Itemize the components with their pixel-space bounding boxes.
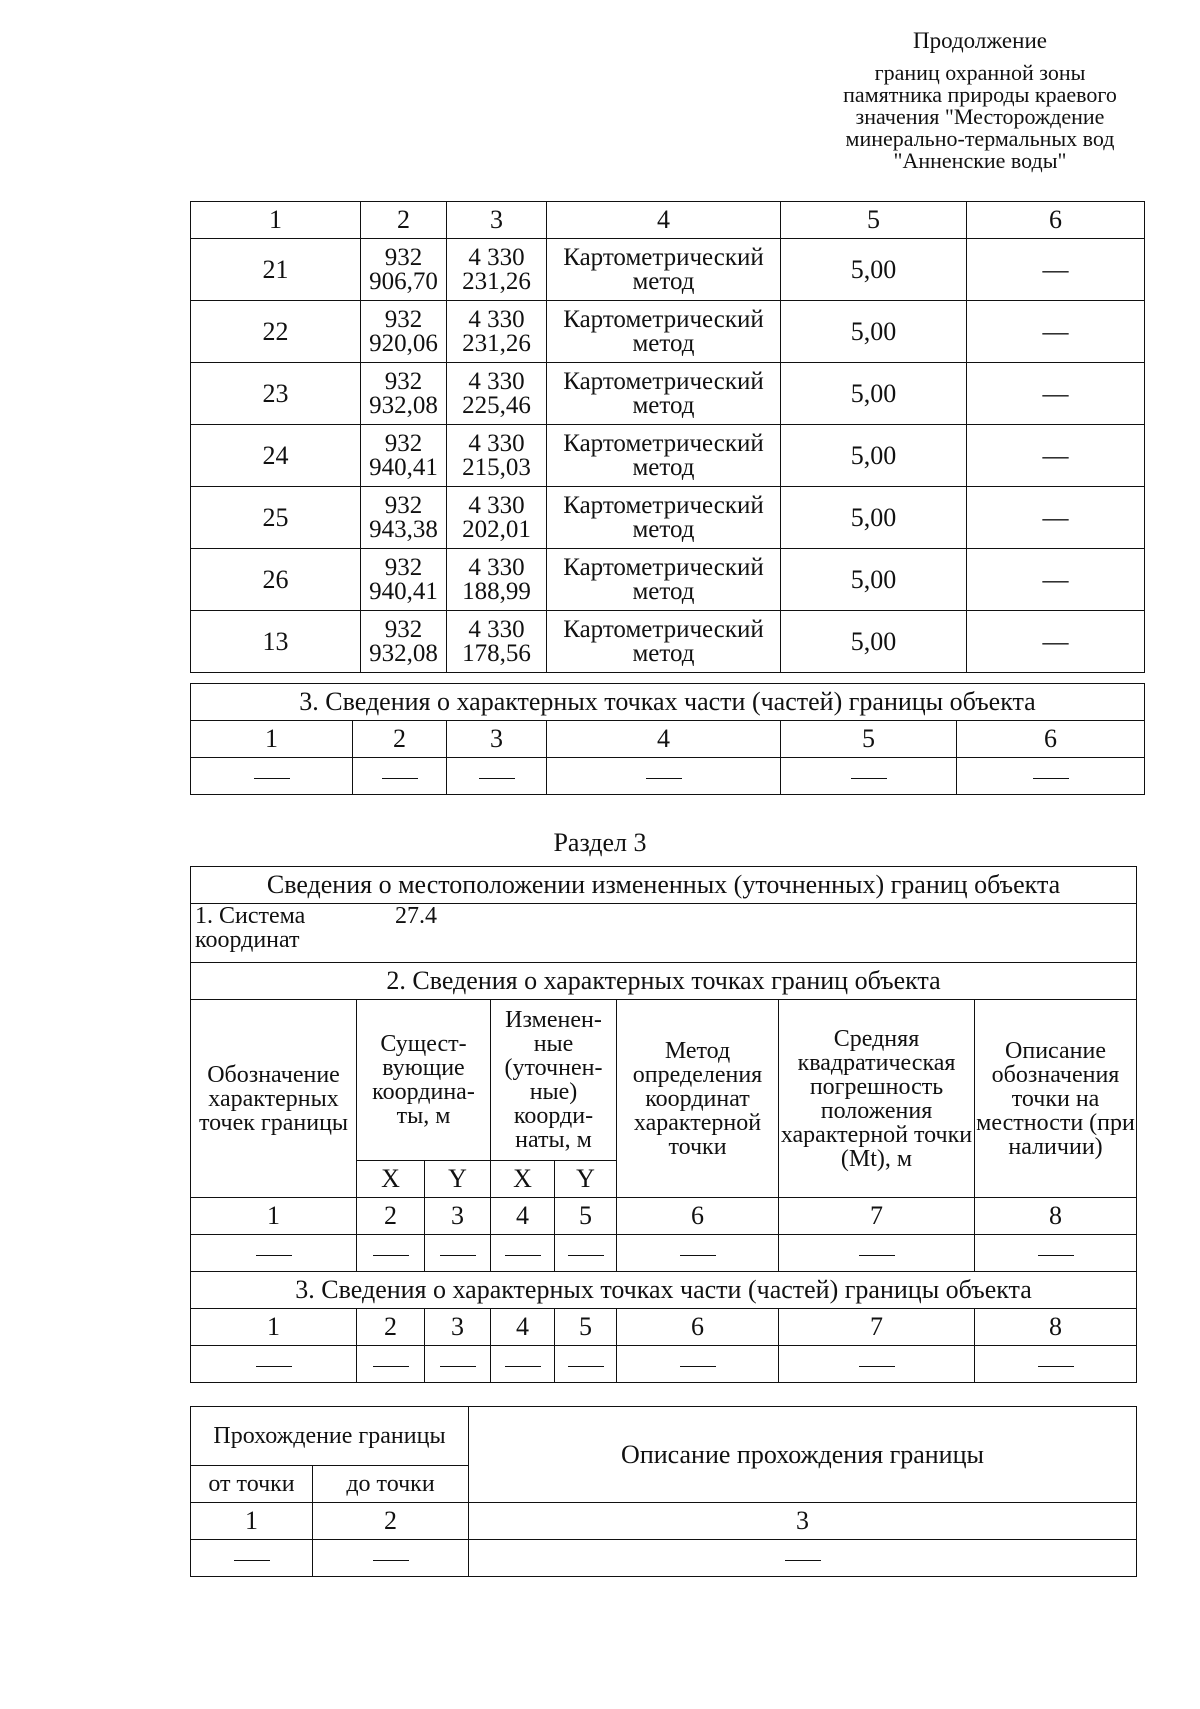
x-coordinate-part: 943,38: [369, 515, 438, 543]
y-coordinate: [447, 301, 547, 363]
empty-dash: [851, 778, 887, 779]
column-number: 5: [781, 202, 967, 239]
x-coordinate-part: 940,41: [369, 453, 438, 481]
header-line: "Анненские воды": [893, 148, 1067, 173]
empty-dash: [568, 1255, 604, 1256]
y-coordinate: [447, 487, 547, 549]
boundary-points-table: [190, 201, 1145, 673]
y-coordinate: [447, 611, 547, 673]
empty-dash: [1038, 1255, 1074, 1256]
y-coordinate-part: 231,26: [462, 267, 531, 295]
table-title: 2. Сведения о характерных точках границ объекта: [191, 963, 1137, 1000]
column-number: 1: [191, 1309, 357, 1346]
header-line: памятника природы краевого: [843, 82, 1117, 107]
point-description: —: [967, 549, 1145, 611]
table-row: [191, 239, 1145, 301]
point-description: —: [967, 611, 1145, 673]
mean-square-error: 5,00: [781, 425, 967, 487]
x-coordinate: [361, 611, 447, 673]
table-row: [191, 425, 1145, 487]
point-number: 13: [191, 611, 361, 673]
empty-dash: [440, 1255, 476, 1256]
empty-dash: [382, 778, 418, 779]
column-number: 3: [447, 721, 547, 758]
y-coordinate: [447, 425, 547, 487]
point-number: 26: [191, 549, 361, 611]
column-number: 5: [555, 1309, 617, 1346]
empty-dash: [505, 1255, 541, 1256]
column-number: 4: [491, 1198, 555, 1235]
point-number: 25: [191, 487, 361, 549]
x-coordinate-part: 940,41: [369, 577, 438, 605]
coord-system-label: 1. Система координат: [195, 903, 306, 953]
y-coordinate-part: 225,46: [462, 391, 531, 419]
x-coordinate: [361, 363, 447, 425]
column-number: 4: [491, 1309, 555, 1346]
method-part: метод: [632, 329, 695, 357]
header-changed: Изменен-ные (уточнен-ные) коорди-наты, м: [491, 1000, 617, 1161]
coord-system-value: 27.4: [395, 903, 437, 929]
method-part: метод: [632, 639, 695, 667]
column-number: 1: [191, 1198, 357, 1235]
y-coordinate-part: 188,99: [462, 577, 531, 605]
column-number: 8: [975, 1198, 1137, 1235]
method: [547, 239, 781, 301]
empty-dash: [479, 778, 515, 779]
point-number: 21: [191, 239, 361, 301]
header-method: Метод определения координат характерной точки: [617, 1000, 779, 1198]
passage-header: Прохождение границы: [191, 1407, 469, 1466]
y-coordinate-part: 4 330: [468, 615, 525, 643]
table-row: [191, 1346, 1137, 1383]
x-coordinate: [361, 425, 447, 487]
method-part: метод: [632, 515, 695, 543]
table-row: [191, 487, 1145, 549]
column-number: 7: [779, 1309, 975, 1346]
x-coordinate: [361, 301, 447, 363]
column-number: 2: [361, 202, 447, 239]
method-part: Картометрический: [563, 367, 764, 395]
x-coordinate-part: 932: [384, 243, 423, 271]
to-point-header: до точки: [313, 1466, 469, 1503]
point-description: —: [967, 301, 1145, 363]
mean-square-error: 5,00: [781, 487, 967, 549]
y-coordinate-part: 4 330: [468, 553, 525, 581]
method: [547, 425, 781, 487]
y-coordinate-part: 178,56: [462, 639, 531, 667]
y-coordinate-part: 4 330: [468, 243, 525, 271]
x-coordinate-part: 932: [384, 305, 423, 333]
column-number: 5: [555, 1198, 617, 1235]
column-number: 6: [617, 1309, 779, 1346]
from-point-header: от точки: [191, 1466, 313, 1503]
empty-dash: [505, 1366, 541, 1367]
column-number: 8: [975, 1309, 1137, 1346]
table-row: [191, 301, 1145, 363]
column-number: 6: [617, 1198, 779, 1235]
y-coordinate-part: 231,26: [462, 329, 531, 357]
method-part: Картометрический: [563, 491, 764, 519]
empty-dash: [680, 1255, 716, 1256]
empty-dash: [646, 778, 682, 779]
method-part: Картометрический: [563, 243, 764, 271]
table-header-row: [191, 1198, 1137, 1235]
point-number: 24: [191, 425, 361, 487]
table-row: [191, 611, 1145, 673]
table-row: [191, 1540, 1137, 1577]
table-row: [191, 1235, 1137, 1272]
empty-dash: [440, 1366, 476, 1367]
column-number: 3: [425, 1309, 491, 1346]
column-number: 4: [547, 721, 781, 758]
column-number: 3: [425, 1198, 491, 1235]
y-coordinate: [447, 239, 547, 301]
coordinate-system: [191, 904, 1137, 963]
x-coordinate-part: 932: [384, 615, 423, 643]
empty-dash: [254, 778, 290, 779]
mean-square-error: 5,00: [781, 301, 967, 363]
method-part: Картометрический: [563, 615, 764, 643]
y-coordinate-part: 4 330: [468, 367, 525, 395]
header-x: X: [357, 1161, 425, 1198]
empty-dash: [1033, 778, 1069, 779]
column-number: 2: [357, 1309, 425, 1346]
table-header-row: [191, 1309, 1137, 1346]
y-coordinate-part: 215,03: [462, 453, 531, 481]
table-row: [191, 758, 1145, 795]
mean-square-error: 5,00: [781, 239, 967, 301]
y-coordinate: [447, 363, 547, 425]
x-coordinate-part: 932: [384, 367, 423, 395]
method: [547, 301, 781, 363]
x-coordinate-part: 932,08: [369, 391, 438, 419]
mean-square-error: 5,00: [781, 549, 967, 611]
x-coordinate-part: 932: [384, 429, 423, 457]
method-part: Картометрический: [563, 553, 764, 581]
header-line: значения "Месторождение: [855, 104, 1105, 129]
mean-square-error: 5,00: [781, 363, 967, 425]
header-x: X: [491, 1161, 555, 1198]
header-line: минерально-термальных вод: [845, 126, 1115, 151]
empty-dash: [859, 1366, 895, 1367]
table-title: Сведения о местоположении измененных (уточненных) границ объекта: [191, 867, 1137, 904]
table-header-row: [191, 202, 1145, 239]
column-number: 1: [191, 1503, 313, 1540]
column-number: 2: [357, 1198, 425, 1235]
header-line: границ охранной зоны: [874, 60, 1086, 85]
table-header-row: [191, 721, 1145, 758]
column-number: 2: [313, 1503, 469, 1540]
x-coordinate-part: 932,08: [369, 639, 438, 667]
empty-dash: [785, 1560, 821, 1561]
x-coordinate-part: 932: [384, 491, 423, 519]
method-part: Картометрический: [563, 429, 764, 457]
x-coordinate-part: 920,06: [369, 329, 438, 357]
y-coordinate-part: 4 330: [468, 429, 525, 457]
column-number: 4: [547, 202, 781, 239]
column-number: 3: [447, 202, 547, 239]
header-designation: Обозначение характерных точек границы: [191, 1000, 357, 1198]
empty-dash: [373, 1255, 409, 1256]
method: [547, 549, 781, 611]
point-number: 22: [191, 301, 361, 363]
table-row: [191, 549, 1145, 611]
method: [547, 611, 781, 673]
empty-dash: [859, 1255, 895, 1256]
method: [547, 363, 781, 425]
header-description: Описание обозначения точки на местности (при наличии): [975, 1000, 1137, 1198]
y-coordinate-part: 4 330: [468, 491, 525, 519]
y-coordinate-part: 202,01: [462, 515, 531, 543]
changed-boundaries-table: [190, 866, 1137, 1383]
column-number: 2: [353, 721, 447, 758]
document-header: [800, 30, 1160, 172]
empty-dash: [373, 1560, 409, 1561]
point-description: —: [967, 239, 1145, 301]
empty-dash: [256, 1255, 292, 1256]
x-coordinate: [361, 487, 447, 549]
empty-dash: [680, 1366, 716, 1367]
continuation-label: Продолжение: [913, 28, 1047, 53]
point-description: —: [967, 425, 1145, 487]
x-coordinate: [361, 239, 447, 301]
y-coordinate-part: 4 330: [468, 305, 525, 333]
boundary-passage-table: [190, 1406, 1137, 1577]
empty-dash: [234, 1560, 270, 1561]
empty-dash: [1038, 1366, 1074, 1367]
header-y: Y: [555, 1161, 617, 1198]
y-coordinate: [447, 549, 547, 611]
method-part: метод: [632, 267, 695, 295]
table-title: 3. Сведения о характерных точках части (частей) границы объекта: [191, 684, 1145, 721]
column-number: 7: [779, 1198, 975, 1235]
method-part: метод: [632, 453, 695, 481]
method-part: метод: [632, 577, 695, 605]
mean-square-error: 5,00: [781, 611, 967, 673]
column-number: 6: [957, 721, 1145, 758]
empty-dash: [373, 1366, 409, 1367]
column-number: 6: [967, 202, 1145, 239]
point-number: 23: [191, 363, 361, 425]
point-description: —: [967, 363, 1145, 425]
column-number: 1: [191, 721, 353, 758]
table-title: 3. Сведения о характерных точках части (частей) границы объекта: [191, 1272, 1137, 1309]
point-description: —: [967, 487, 1145, 549]
header-existing: Сущест-вующие координа-ты, м: [357, 1000, 491, 1161]
table-row: [191, 363, 1145, 425]
passage-description-header: Описание прохождения границы: [469, 1407, 1137, 1503]
x-coordinate-part: 906,70: [369, 267, 438, 295]
x-coordinate-part: 932: [384, 553, 423, 581]
empty-dash: [256, 1366, 292, 1367]
empty-dash: [568, 1366, 604, 1367]
table-header-row: [191, 1503, 1137, 1540]
method-part: Картометрический: [563, 305, 764, 333]
x-coordinate: [361, 549, 447, 611]
column-number: 1: [191, 202, 361, 239]
method-part: метод: [632, 391, 695, 419]
column-number: 5: [781, 721, 957, 758]
parts-points-table: [190, 683, 1145, 795]
method: [547, 487, 781, 549]
section-title: Раздел 3: [553, 828, 647, 857]
header-error: Средняя квадратическая погрешность положения характерной точки (Mt), м: [779, 1000, 975, 1198]
column-number: 3: [469, 1503, 1137, 1540]
header-y: Y: [425, 1161, 491, 1198]
